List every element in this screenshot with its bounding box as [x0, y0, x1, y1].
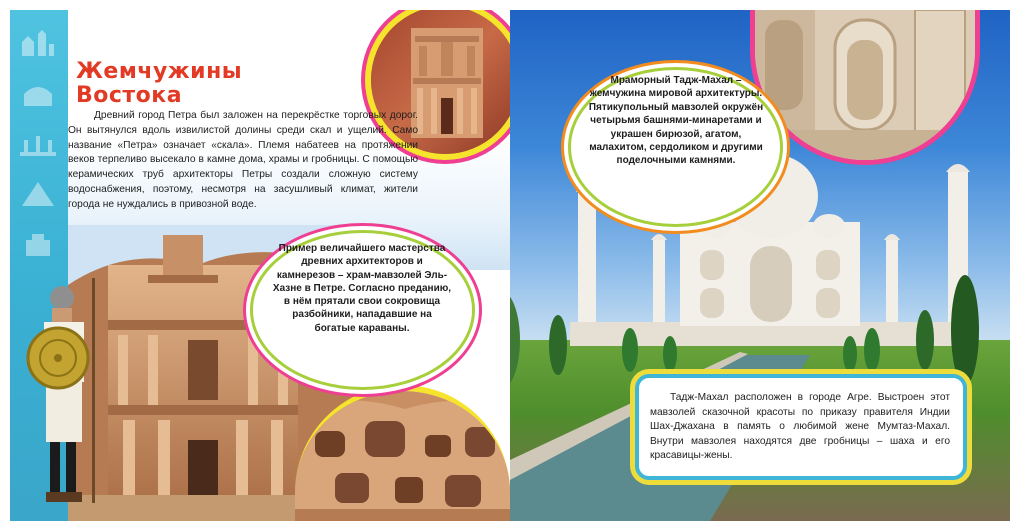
- title-line-2: Востока: [76, 83, 183, 108]
- landmark-silhouette-icon: [18, 230, 58, 258]
- landmark-silhouette-icon: [18, 130, 58, 158]
- right-page: [510, 10, 1010, 521]
- petra-callout-text: Пример величайшего мастерства древних архитекторов и камнерезов – храм-мавзолей Эль-Хазне в Петре. Согласно преданию, в нём прятали свои сокровища разбойники, нападавшие на богатые караваны.: [272, 243, 452, 334]
- taj-mahal-callout-text: Мраморный Тадж-Махал – жемчужина мировой архитектуры. Пятикупольный мавзолей окружён четырьмя башнями-минаретами и украшен бирюзой, агатом, малахитом, сердоликом и другими поделочными камнями.: [588, 75, 764, 167]
- page-title: [76, 60, 276, 108]
- landmark-silhouette-icon: [18, 80, 58, 108]
- book-spread: [10, 10, 1010, 521]
- nabataean-warrior-figure: [24, 278, 109, 518]
- taj-mahal-info-text: Тадж-Махал расположен в городе Агре. Выстроен этот мавзолей сказочной красоты по приказу правителя Индии Шах-Джахана в память о любимой жене Мумтаз-Махал. Внутри мавзолея находятся две гробницы – шаха и его красавицы-жены.: [650, 392, 950, 461]
- spear-icon: [92, 278, 95, 503]
- landmark-silhouette-icon: [18, 180, 58, 208]
- intro-paragraph: Древний город Петра был заложен на перекрёстке торговых дорог. Он вытянулся вдоль извилистой долины среди скал и ущелий. Само название «Петра» означает «скала». Племя набатеев на протяжении веков терпеливо высекало в камне дома, храмы и гробницы. С помощью керамических труб архитекторы Петры создали сложную систему водоснабжения, поэтому, несмотря на засушливый климат, жители города не нуждались в привозной воде.: [68, 110, 418, 210]
- landmark-silhouette-icon: [18, 30, 58, 58]
- left-page: [10, 10, 510, 521]
- title-line-1: Жемчужины: [76, 59, 243, 84]
